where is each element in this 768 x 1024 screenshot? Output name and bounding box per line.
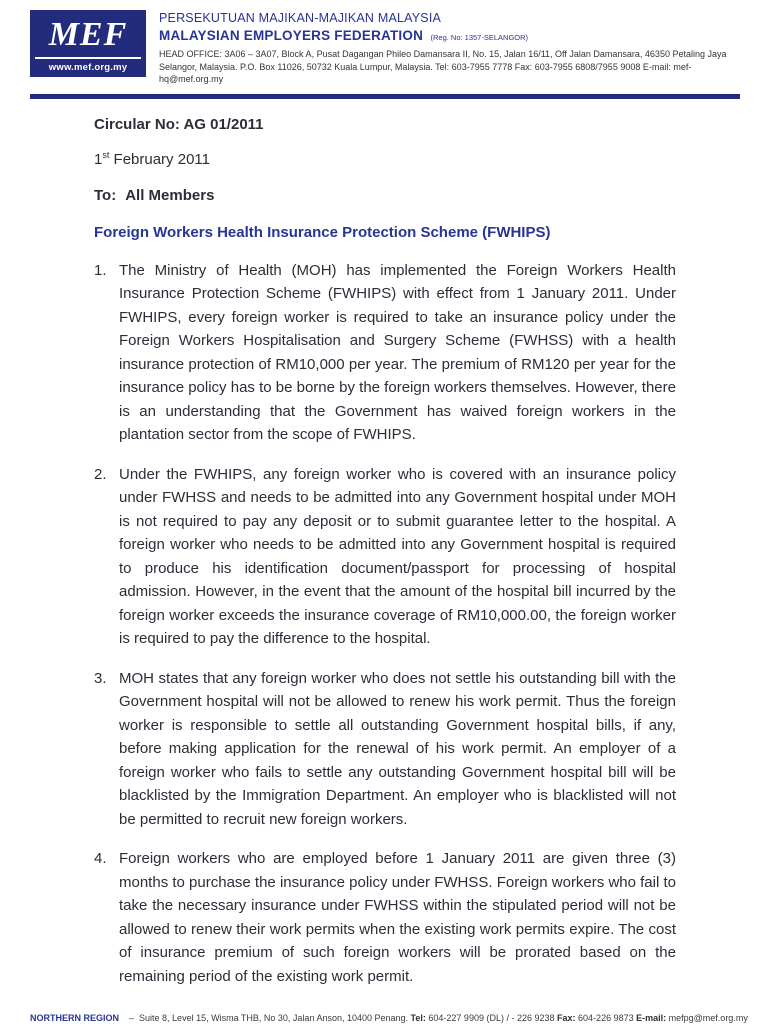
footer-email-label: E-mail:	[636, 1013, 667, 1023]
mef-logo-text: MEF	[48, 16, 128, 53]
addressee-line	[94, 184, 676, 208]
to-label: To:	[94, 186, 117, 204]
registration-number: (Reg. No: 1357-SELANGOR)	[430, 33, 529, 42]
circular-paragraph	[94, 463, 676, 651]
letterhead-text-block	[159, 10, 744, 86]
paragraph-number: 4.	[94, 850, 107, 867]
mef-logo	[30, 10, 146, 77]
footer-tel-value: 604-227 9909 (DL) / - 226 9238	[428, 1013, 555, 1023]
circular-paragraph	[94, 667, 676, 832]
org-name-row	[159, 27, 744, 45]
footer-address: Suite 8, Level 15, Wisma THB, No 30, Jalan Anson, 10400 Penang.	[139, 1013, 409, 1023]
letterhead	[0, 0, 768, 86]
footer-fax-value: 604-226 9873	[578, 1013, 634, 1023]
circular-paragraph	[94, 259, 676, 447]
footer-tel-label: Tel:	[410, 1013, 426, 1023]
date-day: 1	[94, 151, 103, 168]
head-office-address-line2: Selangor, Malaysia. P.O. Box 11026, 50732 Kuala Lumpur, Malaysia. Tel: 603-7955 7778 Fax: 603-7955 6808/7955 9008 E-mail: mef-hq@mef.org.my	[159, 61, 692, 84]
footer-bullet: –	[129, 1013, 135, 1023]
page-footer	[30, 1013, 748, 1024]
paragraph-text: MOH states that any foreign worker who does not settle his outstanding bill with the Government hospital will not be allowed to renew his work permit. Thus the foreign worker is responsible to settle all outstanding Government hospital bills, if any, before making application for the renewal of his work permit. An employer of a foreign worker who fails to settle any outstanding Government hospital bill will be blacklisted by the Immigration Department. An employer who is blacklisted will not be permitted to recruit new foreign workers.	[119, 669, 676, 828]
date-month-year: February 2011	[113, 151, 210, 168]
paragraph-list	[94, 259, 676, 989]
circular-number: Circular No: AG 01/2011	[94, 115, 264, 133]
paragraph-text: Foreign workers who are employed before 1 January 2011 are given three (3) months to purchase the insurance policy under FWHSS. Foreign workers who fail to take the necessary insurance under FWHSS within the stipulated period will not be allowed to renew their work permits when the existing work permits expire. The cost of insurance premium of such foreign workers will be prorated based on the remaining period of the existing work permit.	[119, 850, 676, 985]
footer-fax-label: Fax:	[557, 1013, 576, 1023]
circular-paragraph	[94, 847, 676, 988]
paragraph-text: Under the FWHIPS, any foreign worker who is covered with an insurance policy under FWHSS and needs to be admitted into any Government hospital under MOH is not required to pay any deposit or to submit guarantee letter to the hospital. A foreign worker who needs to be admitted into any Government hospital is required to produce his identification document/passport for processing of hospital admission. However, in the event that the amount of the hospital bill incurred by the foreign worker exceeds the insurance coverage of RM10,000.00, the foreign worker is required to pay the difference to the hospital.	[119, 465, 676, 647]
circular-date	[94, 148, 676, 172]
head-office-address-line1: HEAD OFFICE: 3A06 – 3A07, Block A, Pusat Dagangan Phileo Damansara II, No. 15, Jalan 16/11, Off Jalan Damansara, 46350 Petaling Jaya	[159, 49, 727, 59]
mef-logo-website: www.mef.org.my	[48, 62, 128, 73]
mef-logo-mark	[35, 13, 141, 59]
paragraph-number: 1.	[94, 261, 107, 279]
paragraph-number: 3.	[94, 669, 107, 687]
date-ordinal-suffix: st	[102, 150, 110, 160]
circular-body	[0, 99, 768, 989]
org-name-english: MALAYSIAN EMPLOYERS FEDERATION	[159, 28, 424, 43]
circular-title: Foreign Workers Health Insurance Protection Scheme (FWHIPS)	[94, 224, 551, 241]
paragraph-number: 2.	[94, 465, 107, 483]
footer-region-label: NORTHERN REGION	[30, 1013, 120, 1023]
org-name-malay: PERSEKUTUAN MAJIKAN-MAJIKAN MALAYSIA	[159, 11, 442, 25]
footer-email-value: mefpg@mef.org.my	[668, 1013, 748, 1023]
paragraph-text: The Ministry of Health (MOH) has implemented the Foreign Workers Health Insurance Protection Scheme (FWHIPS) with effect from 1 January 2011. Under FWHIPS, every foreign worker is required to take an insurance policy under the Foreign Workers Hospitalisation and Surgery Scheme (FWHSS) with a health insurance protection of RM10,000 per year. The premium of RM120 per year for the insurance policy has to be borne by the foreign workers themselves. However, there is an understanding that the Government has waived foreign workers in the plantation sector from the scope of FWHIPS.	[119, 261, 676, 443]
to-value: All Members	[125, 186, 215, 204]
